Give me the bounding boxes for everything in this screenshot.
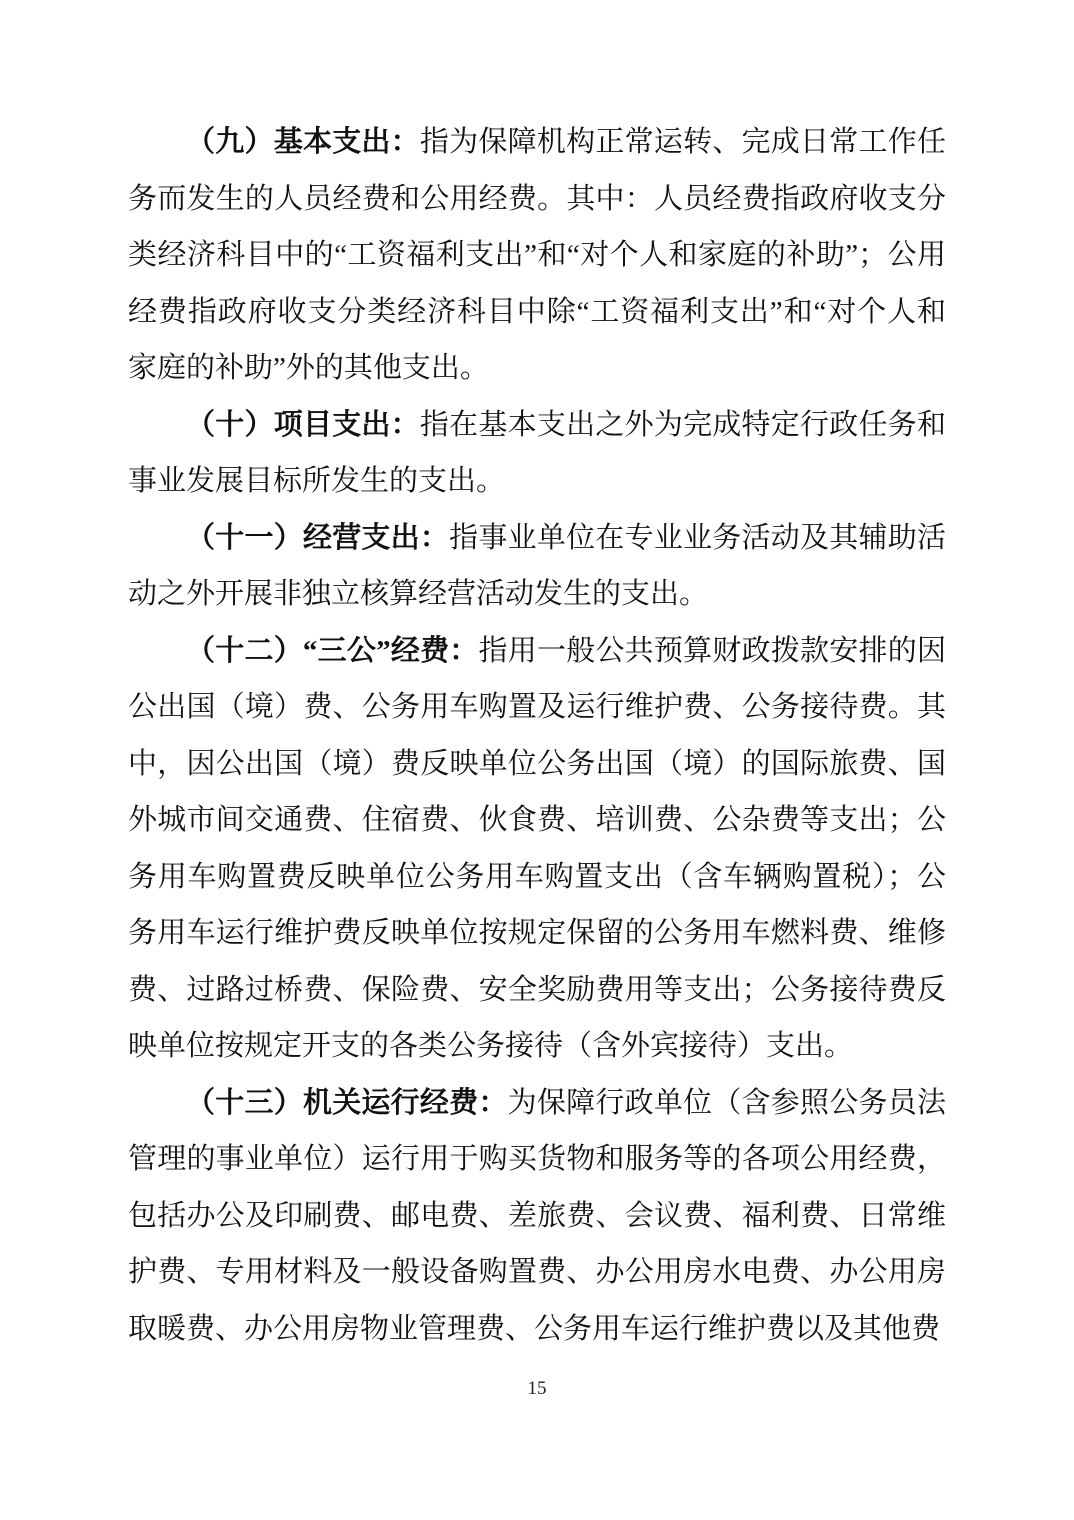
paragraph-heading: （十三）机关运行经费： [186,1086,508,1119]
paragraph-text: 指用一般公共预算财政拨款安排的因公出国（境）费、公务用车购置及运行维护费、公务接待费。其中，因公出国（境）费反映单位公务出国（境）的国际旅费、国外城市间交通费、住宿费、伙食费、培训费、公杂费等支出；公务用车购置费反映单位公务用车购置支出（含车辆购置税）；公务用车运行维护费反映单位按规定保留的公务用车燃料费、维修费、过路过桥费、保险费、安全奖励费用等支出；公务接待费反映单位按规定开支的各类公务接待（含外宾接待）支出。 [128,634,946,1062]
paragraph-text: 指事业单位在专业业务活动及其辅助活动之外开展非独立核算经营活动发生的支出。 [128,521,946,610]
paragraph-heading: （十）项目支出： [186,408,420,441]
paragraph [128,1075,946,1358]
paragraph-heading: （十二）“三公”经费： [186,634,479,667]
document-body [128,114,946,1357]
paragraph-text: 为保障行政单位（含参照公务员法管理的事业单位）运行用于购买货物和服务等的各项公用经费，包括办公及印刷费、邮电费、差旅费、会议费、福利费、日常维护费、专用材料及一般设备购置费、办公用房水电费、办公用房取暖费、办公用房物业管理费、公务用车运行维护费以及其他费 [128,1086,946,1345]
paragraph-heading: （十一）经营支出： [186,521,450,554]
paragraph [128,623,946,1075]
paragraph [128,114,946,397]
page-number: 15 [527,1378,547,1399]
paragraph [128,397,946,510]
paragraph-heading: （九）基本支出： [186,126,420,158]
paragraph [128,510,946,623]
paragraph-text: 指为保障机构正常运转、完成日常工作任务而发生的人员经费和公用经费。其中：人员经费指政府收支分类经济科目中的“工资福利支出”和“对个人和家庭的补助”；公用经费指政府收支分类经济科目中除“工资福利支出”和“对个人和家庭的补助”外的其他支出。 [128,126,946,384]
paragraph-text: 指在基本支出之外为完成特定行政任务和事业发展目标所发生的支出。 [128,408,946,497]
